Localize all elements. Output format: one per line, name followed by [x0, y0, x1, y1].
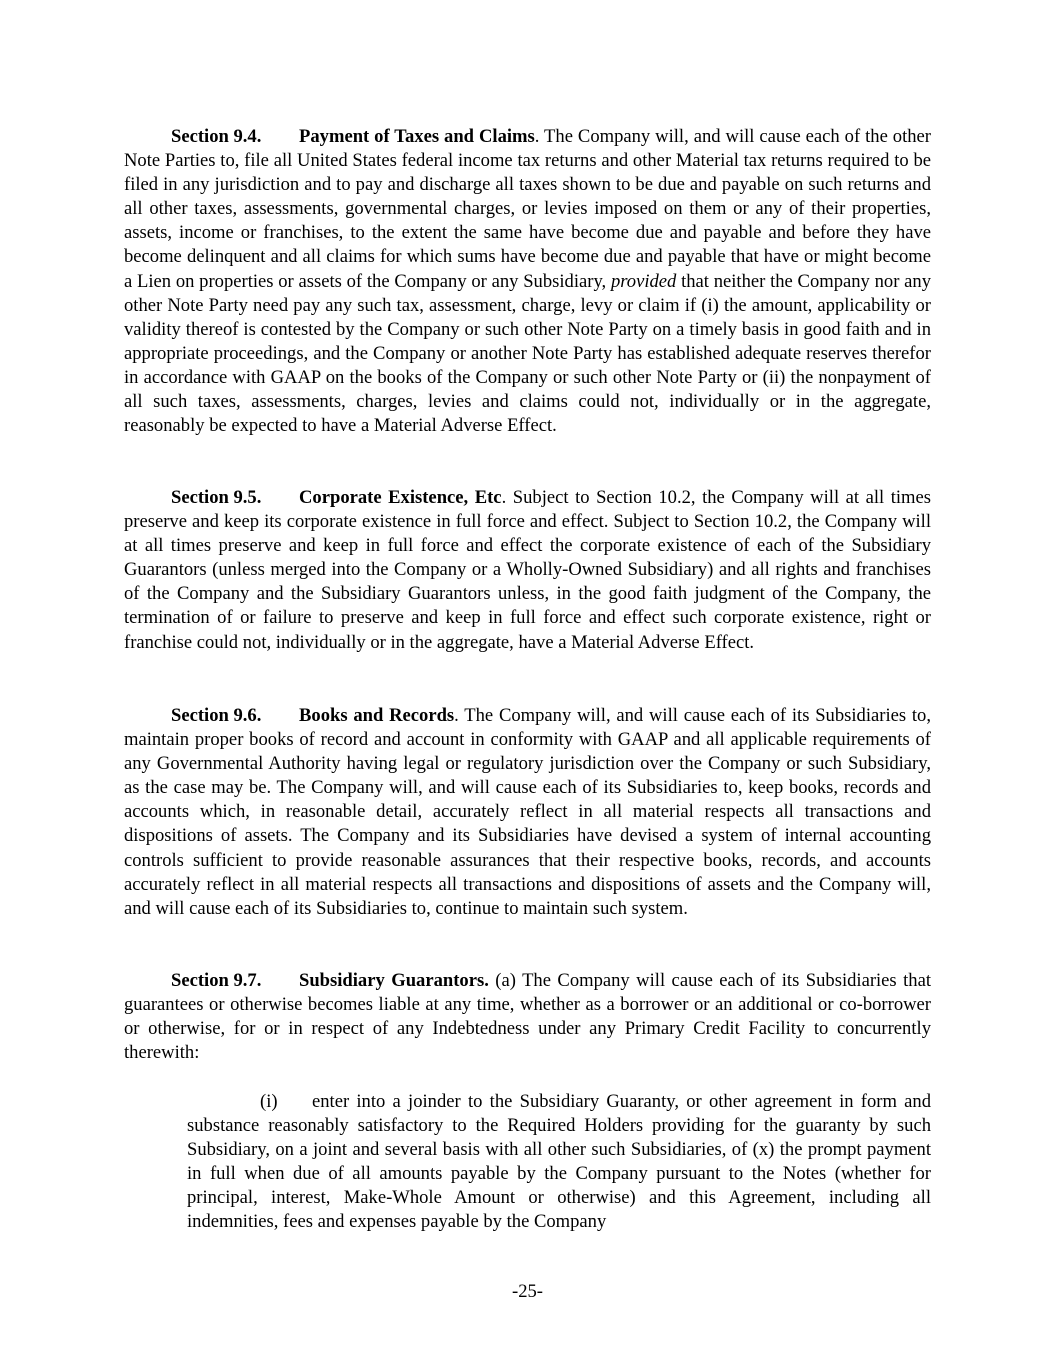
section-number: Section 9.5.	[171, 487, 262, 508]
section-title-punct: .	[454, 705, 459, 726]
section-body: The Company will, and will cause each of its Subsidiaries to, maintain proper books of record and account in conformity with GAAP and all applicable requirements of any Governmental Authority having legal or regulatory jurisdiction over the Company or such Subsidiary, as the case may be. The Company will, and will cause each of its Subsidiaries to, keep books, records and accounts which, in reasonable detail, accurately reflect in all material respects all transactions and dispositions of assets. The Company and its Subsidiaries have devised a system of internal accounting controls sufficient to provide reasonable assurances that their respective books, records, and accounts accurately reflect in all material respects all transactions and dispositions of assets and the Company will, and will cause each of its Subsidiaries to, continue to maintain such system.	[124, 705, 931, 919]
section-title-punct: .	[534, 126, 540, 147]
section-body-continued: that neither the Company nor any other Note Party need pay any such tax, assessment, charge, levy or claim if (i) the amount, applicability or validity thereof is contested by the Company or such other Note Party on a timely basis in good faith and in appropriate proceedings, and the Company or another Note Party has established adequate reserves therefor in accordance with GAAP on the books of the Company or such other Note Party or (ii) the nonpayment of all such taxes, assessments, charges, levies and claims could not, individually or in the aggregate, reasonably be expected to have a Material Adverse Effect.	[124, 270, 931, 437]
section-body-italic: provided	[610, 270, 677, 292]
subclause-number: (i)	[260, 1091, 278, 1112]
section-title: Books and Records	[299, 705, 455, 726]
section-number: Section 9.6.	[171, 705, 262, 726]
section-title: Payment of Taxes and Claims	[299, 126, 535, 147]
subclause-body: enter into a joinder to the Subsidiary Guaranty, or other agreement in form and substance reasonably satisfactory to the Required Holders providing for the guaranty by such Subsidiary, on a joint and several basis with all other such Subsidiaries, of (x) the prompt payment in full when due of all amounts payable by the Company pursuant to the Notes (whether for principal, interest, Make-Whole Amount or otherwise) and this Agreement, including all indemnities, fees and expenses payable by the Company	[187, 1091, 931, 1233]
section-number: Section 9.7.	[171, 970, 262, 991]
section-number: Section 9.4.	[171, 126, 262, 147]
section-9-7	[124, 969, 931, 1065]
section-9-5	[124, 486, 931, 655]
subclause-i	[187, 1090, 931, 1235]
page-number: -25-	[512, 1281, 543, 1302]
section-body: Subject to Section 10.2, the Company will at all times preserve and keep its corporate existence in full force and effect. Subject to Section 10.2, the Company will at all times preserve and keep in full force and effect the corporate existence of each of the Subsidiary Guarantors (unless merged into the Company or a Wholly-Owned Subsidiary) and all rights and franchises of the Company and the Subsidiary Guarantors unless, in the good faith judgment of the Company, the termination of or failure to preserve and keep in full force and effect such corporate existence, right or franchise could not, individually or in the aggregate, have a Material Adverse Effect.	[124, 487, 932, 653]
section-9-6	[124, 704, 931, 921]
section-body: (a) The Company will cause each of its Subsidiaries that guarantees or otherwise becomes liable at any time, whether as a borrower or an additional or co-borrower or otherwise, for or in respect of any Indebtedness under any Primary Credit Facility to concurrently therewith:	[124, 970, 932, 1064]
section-body: The Company will, and will cause each of the other Note Parties to, file all United States federal income tax returns and other Material tax returns required to be filed in any jurisdiction and to pay and discharge all taxes shown to be due and payable on such returns and all other taxes, assessments, governmental charges, or levies imposed on them or any of their properties, assets, income or franchises, to the extent the same have become due and payable and before they have become delinquent and all claims for which sums have become due and payable that have or might become a Lien on properties or assets of the Company or any Subsidiary,	[124, 126, 931, 292]
section-title: Corporate Existence, Etc	[299, 487, 502, 508]
section-9-4	[124, 125, 931, 438]
section-title-punct: .	[501, 487, 507, 508]
section-title: Subsidiary Guarantors.	[299, 970, 489, 991]
